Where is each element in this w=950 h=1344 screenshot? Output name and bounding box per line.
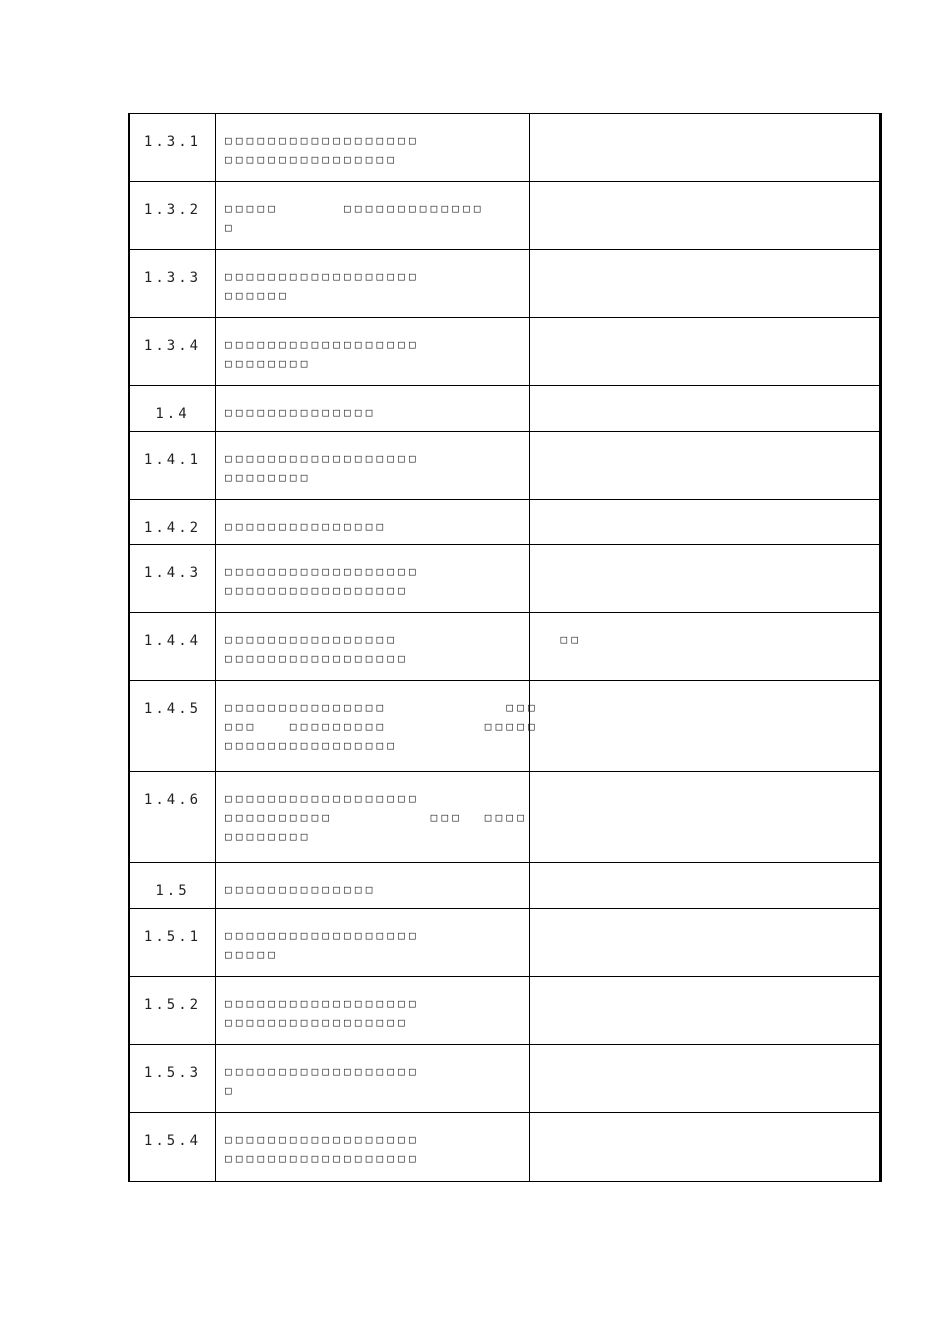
description-line: □□□□□□□□: [225, 471, 312, 484]
description-line: □□□□□□□□□□□□□□: [225, 883, 377, 896]
notes-cell[interactable]: [530, 182, 879, 249]
item-description: [216, 977, 530, 1044]
description-line: □□□□□□□□□□□□□□□□□□: [225, 1133, 420, 1146]
table-row: [130, 613, 879, 681]
notes-cell[interactable]: [530, 250, 879, 317]
description-line: □: [225, 1084, 236, 1097]
description-line: □□□□□□□□□□□□□□□□□□: [225, 1152, 420, 1165]
description-line: □□□□□ □□□□□□□□□□□□□: [225, 202, 485, 215]
table-row: [130, 1113, 879, 1181]
item-description: [216, 432, 530, 499]
item-number: 1.5: [130, 863, 216, 908]
notes-cell[interactable]: [530, 114, 879, 181]
description-line: □□□□□□□□: [225, 357, 312, 370]
item-number: 1.4.1: [130, 432, 216, 499]
item-number: 1.4.5: [130, 681, 216, 771]
notes-cell[interactable]: [530, 386, 879, 431]
description-line: □□□□□□□□□□□□□□□: [225, 520, 388, 533]
table-row: [130, 432, 879, 500]
notes-cell[interactable]: [530, 863, 879, 908]
item-number: 1.3.1: [130, 114, 216, 181]
description-line: □□□□□□□□□□□□□□□□□□: [225, 1065, 420, 1078]
table-row: [130, 772, 879, 863]
item-description: [216, 182, 530, 249]
item-number: 1.4.4: [130, 613, 216, 680]
item-number: 1.5.4: [130, 1113, 216, 1181]
notes-cell[interactable]: [530, 977, 879, 1044]
notes-cell[interactable]: [530, 500, 879, 544]
description-line: □□□□□□□□□□□□□□□□□: [225, 652, 409, 665]
table-row: [130, 1045, 879, 1113]
description-line: □□□□□□□□□□□□□□□□□□: [225, 270, 420, 283]
description-line: □□□□□□□□□□□□□□□□: [225, 153, 399, 166]
item-number: 1.3.4: [130, 318, 216, 385]
description-line: □□□□□□□□□□□□□□□□ □□: [225, 633, 583, 646]
item-number: 1.4: [130, 386, 216, 431]
notes-cell[interactable]: [530, 613, 879, 680]
table-row: [130, 250, 879, 318]
notes-cell[interactable]: [530, 432, 879, 499]
description-line: □□□ □□□□□□□□□ □□□□□: [225, 720, 539, 733]
description-line: □: [225, 221, 236, 234]
description-line: □□□□□□□□□□□□□□□□□□: [225, 134, 420, 147]
item-number: 1.4.2: [130, 500, 216, 544]
item-description: [216, 500, 530, 544]
notes-cell[interactable]: [530, 909, 879, 976]
description-line: □□□□□□□□□□□□□□: [225, 406, 377, 419]
notes-cell[interactable]: [530, 1113, 879, 1181]
item-description: [216, 909, 530, 976]
description-line: □□□□□□□□□□□□□□□□□□: [225, 929, 420, 942]
table-row: [130, 909, 879, 977]
item-description: [216, 1045, 530, 1112]
item-description: [216, 613, 583, 680]
table-row: [130, 318, 879, 386]
notes-cell[interactable]: [530, 681, 879, 771]
description-line: □□□□□□□□□□□□□□□ □□□: [225, 701, 539, 714]
notes-cell[interactable]: [530, 318, 879, 385]
table-row: [130, 977, 879, 1045]
table-row: [130, 386, 879, 432]
description-line: □□□□□□□□□□□□□□□□□□: [225, 338, 420, 351]
description-line: □□□□□□□□□□□□□□□□□□: [225, 452, 420, 465]
table-row: [130, 114, 879, 182]
description-line: □□□□□□□□□□□□□□□□□□: [225, 792, 420, 805]
description-line: □□□□□□□□: [225, 830, 312, 843]
notes-cell[interactable]: [530, 1045, 879, 1112]
table-row: [130, 500, 879, 545]
item-description: [216, 386, 530, 431]
item-number: 1.5.1: [130, 909, 216, 976]
table-row: [130, 182, 879, 250]
table-row: [130, 863, 879, 909]
table-row: [130, 545, 879, 613]
item-description: [216, 318, 530, 385]
description-line: □□□□□□□□□□□□□□□□□: [225, 1016, 409, 1029]
item-number: 1.4.6: [130, 772, 216, 862]
description-line: □□□□□□□□□□□□□□□□: [225, 739, 399, 752]
description-line: □□□□□□: [225, 289, 290, 302]
notes-cell[interactable]: [530, 545, 879, 612]
description-line: □□□□□□□□□□□□□□□□□□: [225, 565, 420, 578]
notes-cell[interactable]: [530, 772, 879, 862]
item-description: [216, 681, 539, 771]
item-number: 1.5.3: [130, 1045, 216, 1112]
item-number: 1.3.2: [130, 182, 216, 249]
description-line: □□□□□□□□□□□□□□□□□□: [225, 997, 420, 1010]
table-row: [130, 681, 879, 772]
item-description: [216, 772, 530, 862]
item-description: [216, 545, 530, 612]
item-number: 1.5.2: [130, 977, 216, 1044]
item-number: 1.3.3: [130, 250, 216, 317]
description-line: □□□□□□□□□□ □□□ □□□□: [225, 811, 529, 824]
item-description: [216, 250, 530, 317]
item-number: 1.4.3: [130, 545, 216, 612]
checklist-table: [128, 113, 882, 1182]
description-line: □□□□□□□□□□□□□□□□□: [225, 584, 409, 597]
item-description: [216, 1113, 530, 1181]
description-line: □□□□□: [225, 948, 280, 961]
item-description: [216, 114, 530, 181]
item-description: [216, 863, 530, 908]
